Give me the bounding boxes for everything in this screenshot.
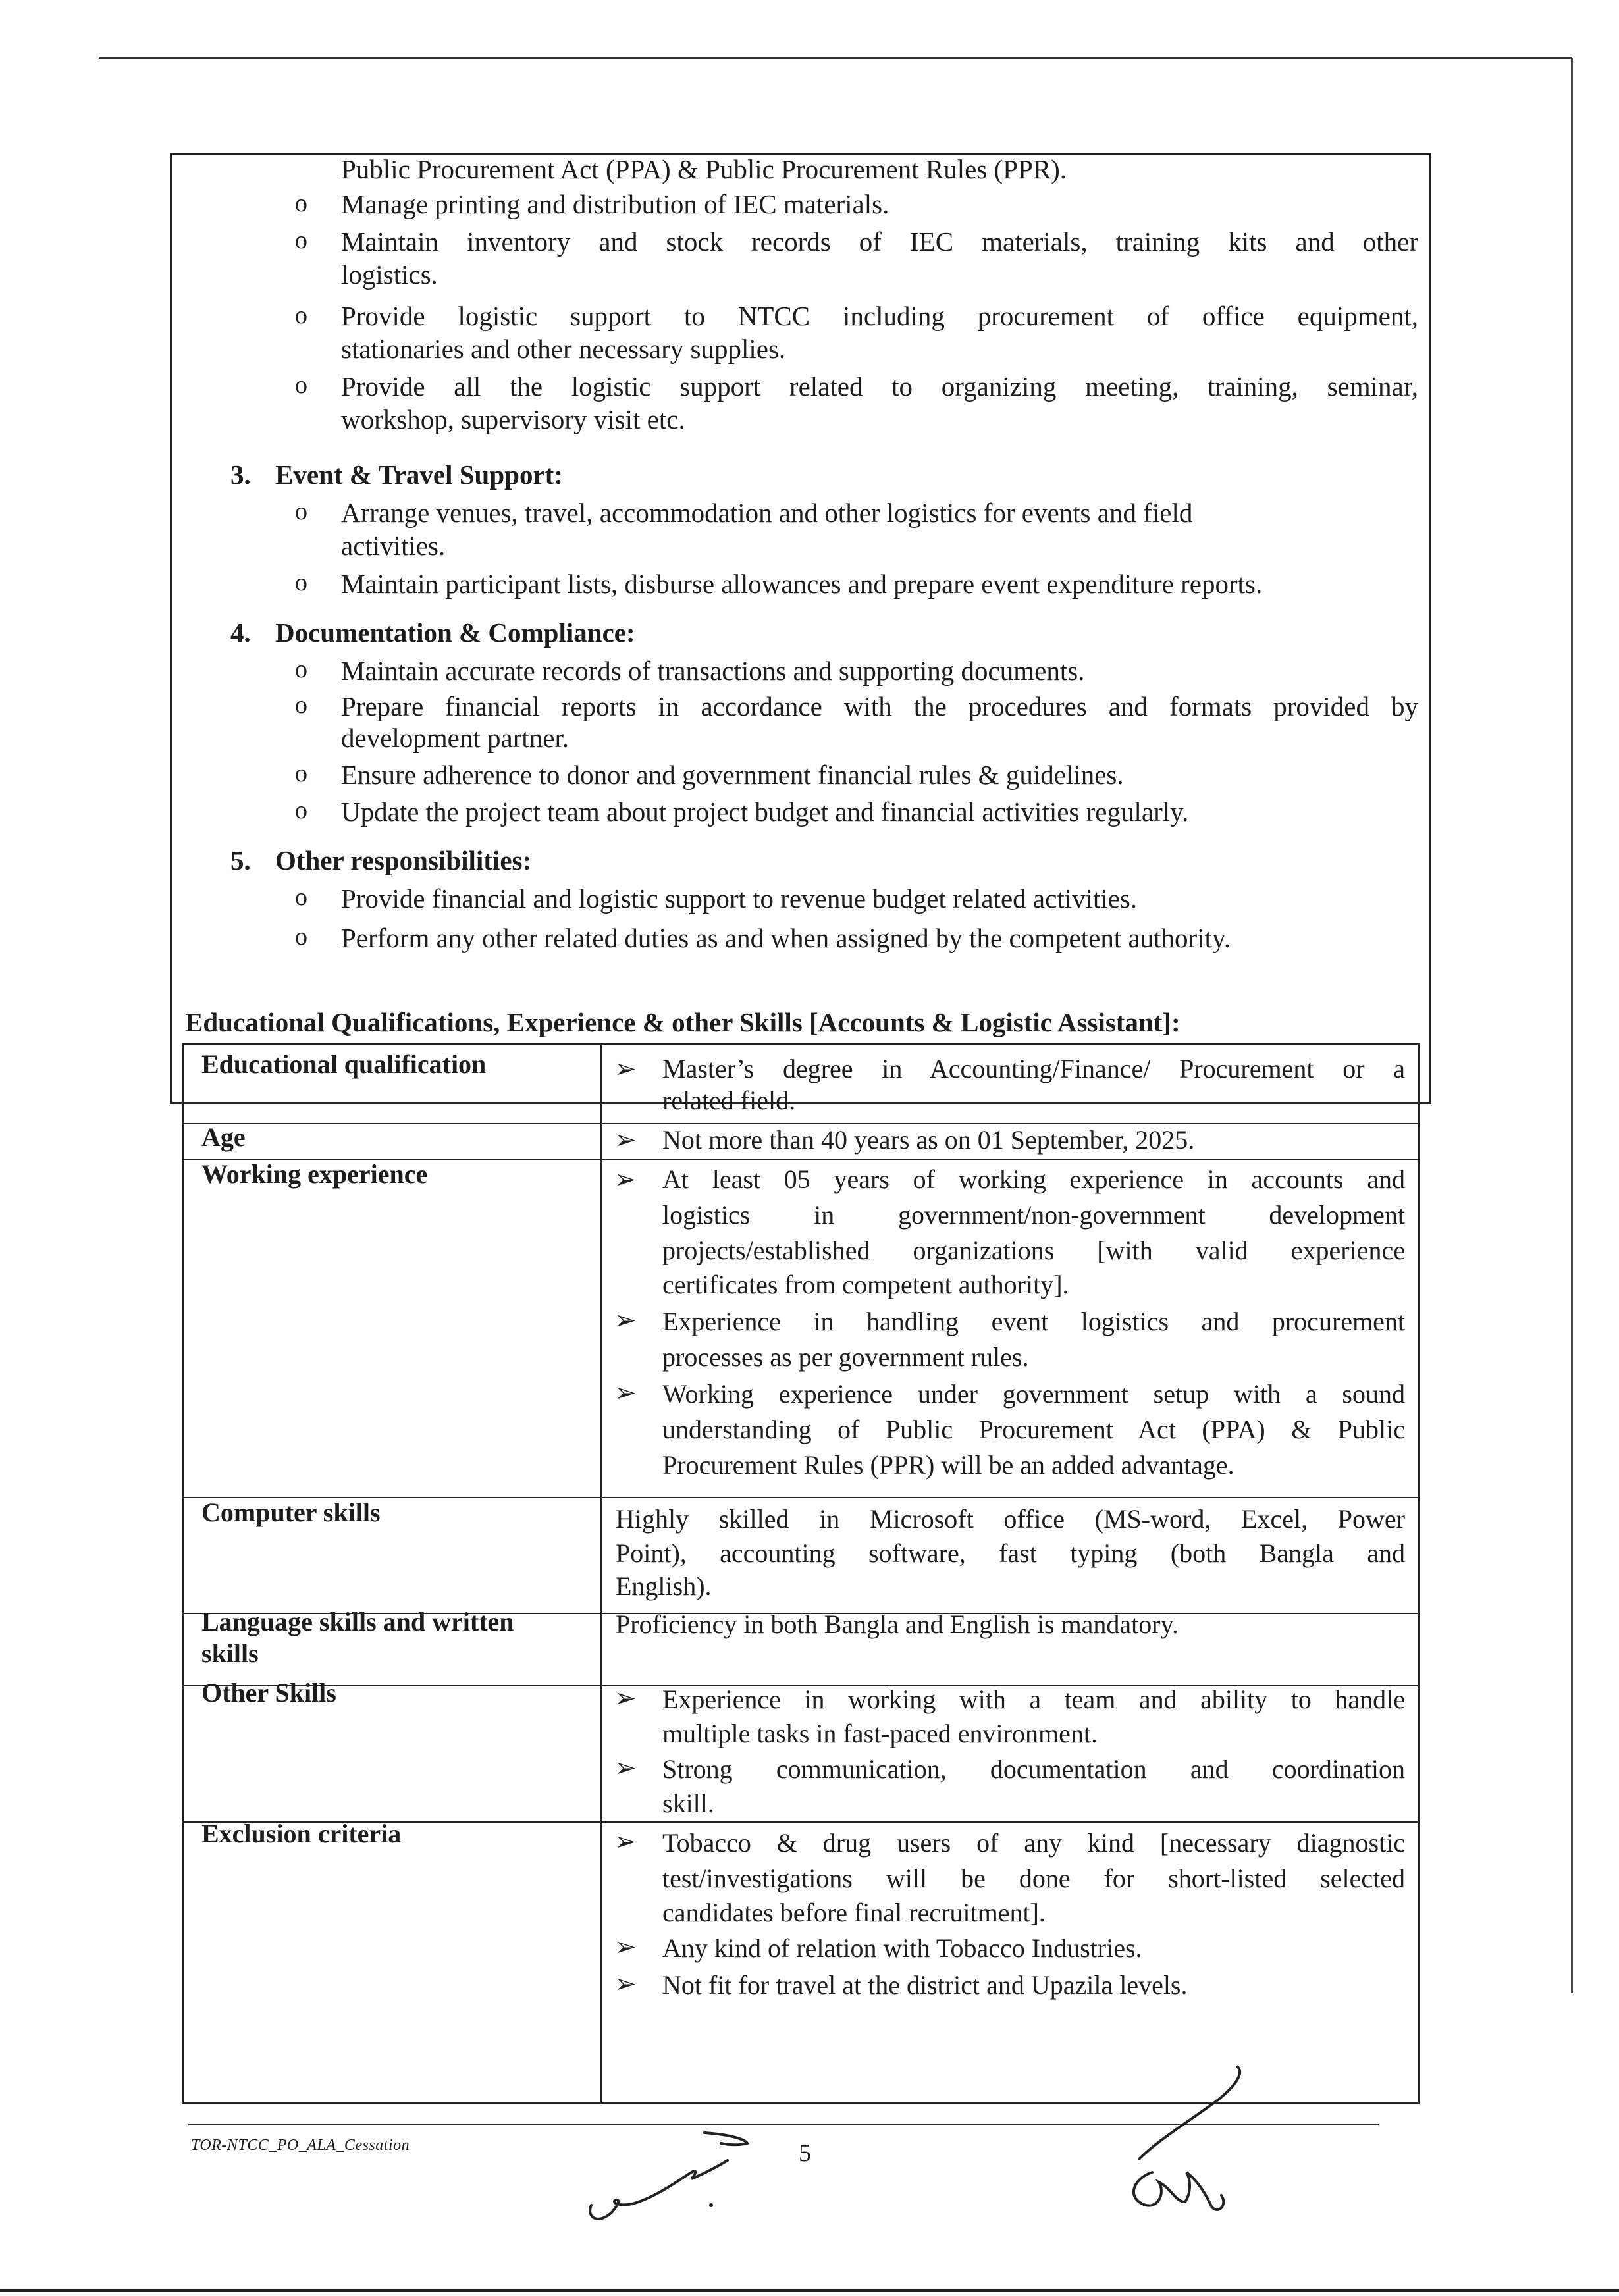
bullet-glyph: o — [295, 923, 307, 951]
bullet-text: Provide all the logistic support related to organizing meeting, training, seminar, — [341, 371, 1418, 402]
section-heading: Event & Travel Support: — [275, 459, 563, 490]
cell-text: Master’s degree in Accounting/Finance/ Procurement or a — [662, 1054, 1405, 1083]
bullet-text: logistics. — [341, 259, 438, 290]
section-heading: Other responsibilities: — [275, 845, 532, 875]
table-row-label: Other Skills — [201, 1678, 336, 1708]
cell-text: Any kind of relation with Tobacco Industries. — [662, 1933, 1142, 1963]
bullet-text: Update the project team about project budget and financial activities regularly. — [341, 796, 1189, 827]
bullet-text: Perform any other related duties as and when assigned by the competent authority. — [341, 923, 1231, 953]
cell-text: projects/established organizations [with valid experience — [662, 1236, 1405, 1265]
bullet-glyph: o — [295, 883, 307, 911]
cell-text: Strong communication, documentation and coordination — [662, 1754, 1405, 1784]
footer-doc-ref: TOR-NTCC_PO_ALA_Cessation — [191, 2137, 410, 2154]
bullet-text: Maintain inventory and stock records of IEC materials, training kits and other — [341, 226, 1418, 257]
bullet-text: Ensure adherence to donor and government financial rules & guidelines. — [341, 760, 1124, 790]
table-row-label: Language skills and written — [201, 1607, 514, 1636]
page-number: 5 — [799, 2139, 811, 2167]
table-row-label: Computer skills — [201, 1498, 381, 1527]
qualifications-title: Educational Qualifications, Experience & other Skills [Accounts & Logistic Assistant]: — [185, 1007, 1181, 1037]
cell-text: At least 05 years of working experience in accounts and — [662, 1164, 1405, 1194]
cell-text: Working experience under government setup with a sound — [662, 1379, 1405, 1409]
section-number: 4. — [230, 617, 251, 648]
bullet-text: workshop, supervisory visit etc. — [341, 404, 685, 434]
cell-text: English). — [616, 1571, 712, 1601]
bullet-glyph: o — [295, 760, 307, 787]
arrow-bullet: ➢ — [614, 1753, 637, 1783]
table-row-label: Age — [201, 1122, 246, 1152]
cell-text: candidates before final recruitment]. — [662, 1898, 1046, 1927]
cell-text: test/investigations will be done for short-listed selected — [662, 1864, 1405, 1893]
bullet-glyph: o — [295, 498, 307, 525]
column-divider — [600, 1045, 602, 2104]
cell-text: understanding of Public Procurement Act (PPA) & Public — [662, 1415, 1405, 1444]
signature-left — [579, 2120, 790, 2231]
page-bottom-rule — [0, 2289, 1619, 2292]
section-number: 3. — [230, 459, 251, 490]
bullet-text: Maintain participant lists, disburse allowances and prepare event expenditure reports. — [341, 569, 1263, 599]
cell-text: logistics in government/non-government development — [662, 1200, 1405, 1230]
arrow-bullet: ➢ — [614, 1125, 637, 1155]
page-right-rule — [1571, 58, 1573, 1993]
cell-text: Experience in handling event logistics and procurement — [662, 1307, 1405, 1336]
signature-right — [1113, 2060, 1264, 2231]
bullet-glyph: o — [295, 371, 307, 399]
cell-text: Not more than 40 years as on 01 September, 2025. — [662, 1125, 1195, 1155]
continuation-text: Public Procurement Act (PPA) & Public Procurement Rules (PPR). — [341, 154, 1067, 184]
arrow-bullet: ➢ — [614, 1054, 637, 1083]
section-heading: Documentation & Compliance: — [275, 617, 635, 648]
table-row-label: Educational qualification — [201, 1049, 487, 1079]
bullet-text: Arrange venues, travel, accommodation and other logistics for events and field — [341, 498, 1193, 528]
table-row-label: Exclusion criteria — [201, 1819, 402, 1848]
table-row-label: Working experience — [201, 1159, 428, 1189]
bullet-text: Manage printing and distribution of IEC materials. — [341, 189, 889, 219]
bullet-glyph: o — [295, 656, 307, 683]
bullet-glyph: o — [295, 569, 307, 596]
arrow-bullet: ➢ — [614, 1378, 637, 1407]
cell-text: processes as per government rules. — [662, 1342, 1029, 1372]
arrow-bullet: ➢ — [614, 1164, 637, 1194]
bullet-text: activities. — [341, 531, 446, 561]
bullet-glyph: o — [295, 190, 307, 217]
bullet-glyph: o — [295, 226, 307, 254]
arrow-bullet: ➢ — [614, 1305, 637, 1335]
bullet-glyph: o — [295, 691, 307, 719]
table-row-label: skills — [201, 1638, 259, 1668]
arrow-bullet: ➢ — [614, 1932, 637, 1962]
page-top-rule — [99, 57, 1572, 59]
bullet-text: development partner. — [341, 723, 570, 753]
bullet-text: stationaries and other necessary supplies. — [341, 334, 786, 364]
cell-text: Proficiency in both Bangla and English is mandatory. — [616, 1609, 1179, 1639]
bullet-glyph: o — [295, 796, 307, 824]
cell-text: multiple tasks in fast-paced environment. — [662, 1719, 1098, 1748]
arrow-bullet: ➢ — [614, 1827, 637, 1856]
bullet-text: Prepare financial reports in accordance with the procedures and formats provided by — [341, 691, 1418, 721]
cell-text: Highly skilled in Microsoft office (MS-word, Excel, Power — [616, 1504, 1405, 1534]
bullet-text: Provide financial and logistic support to revenue budget related activities. — [341, 883, 1138, 914]
arrow-bullet: ➢ — [614, 1969, 637, 1998]
bullet-text: Maintain accurate records of transactions and supporting documents. — [341, 656, 1085, 686]
cell-text: Experience in working with a team and ability to handle — [662, 1684, 1405, 1714]
cell-text: Procurement Rules (PPR) will be an added advantage. — [662, 1450, 1234, 1480]
cell-text: Point), accounting software, fast typing (both Bangla and — [616, 1538, 1405, 1568]
cell-text: Not fit for travel at the district and Upazila levels. — [662, 1970, 1188, 2000]
cell-text: certificates from competent authority]. — [662, 1270, 1069, 1299]
arrow-bullet: ➢ — [614, 1683, 637, 1713]
cell-text: related field. — [662, 1085, 796, 1115]
section-number: 5. — [230, 845, 251, 875]
bullet-text: Provide logistic support to NTCC including procurement of office equipment, — [341, 301, 1418, 331]
cell-text: skill. — [662, 1788, 714, 1818]
cell-text: Tobacco & drug users of any kind [necessary diagnostic — [662, 1828, 1405, 1858]
bullet-glyph: o — [295, 301, 307, 329]
